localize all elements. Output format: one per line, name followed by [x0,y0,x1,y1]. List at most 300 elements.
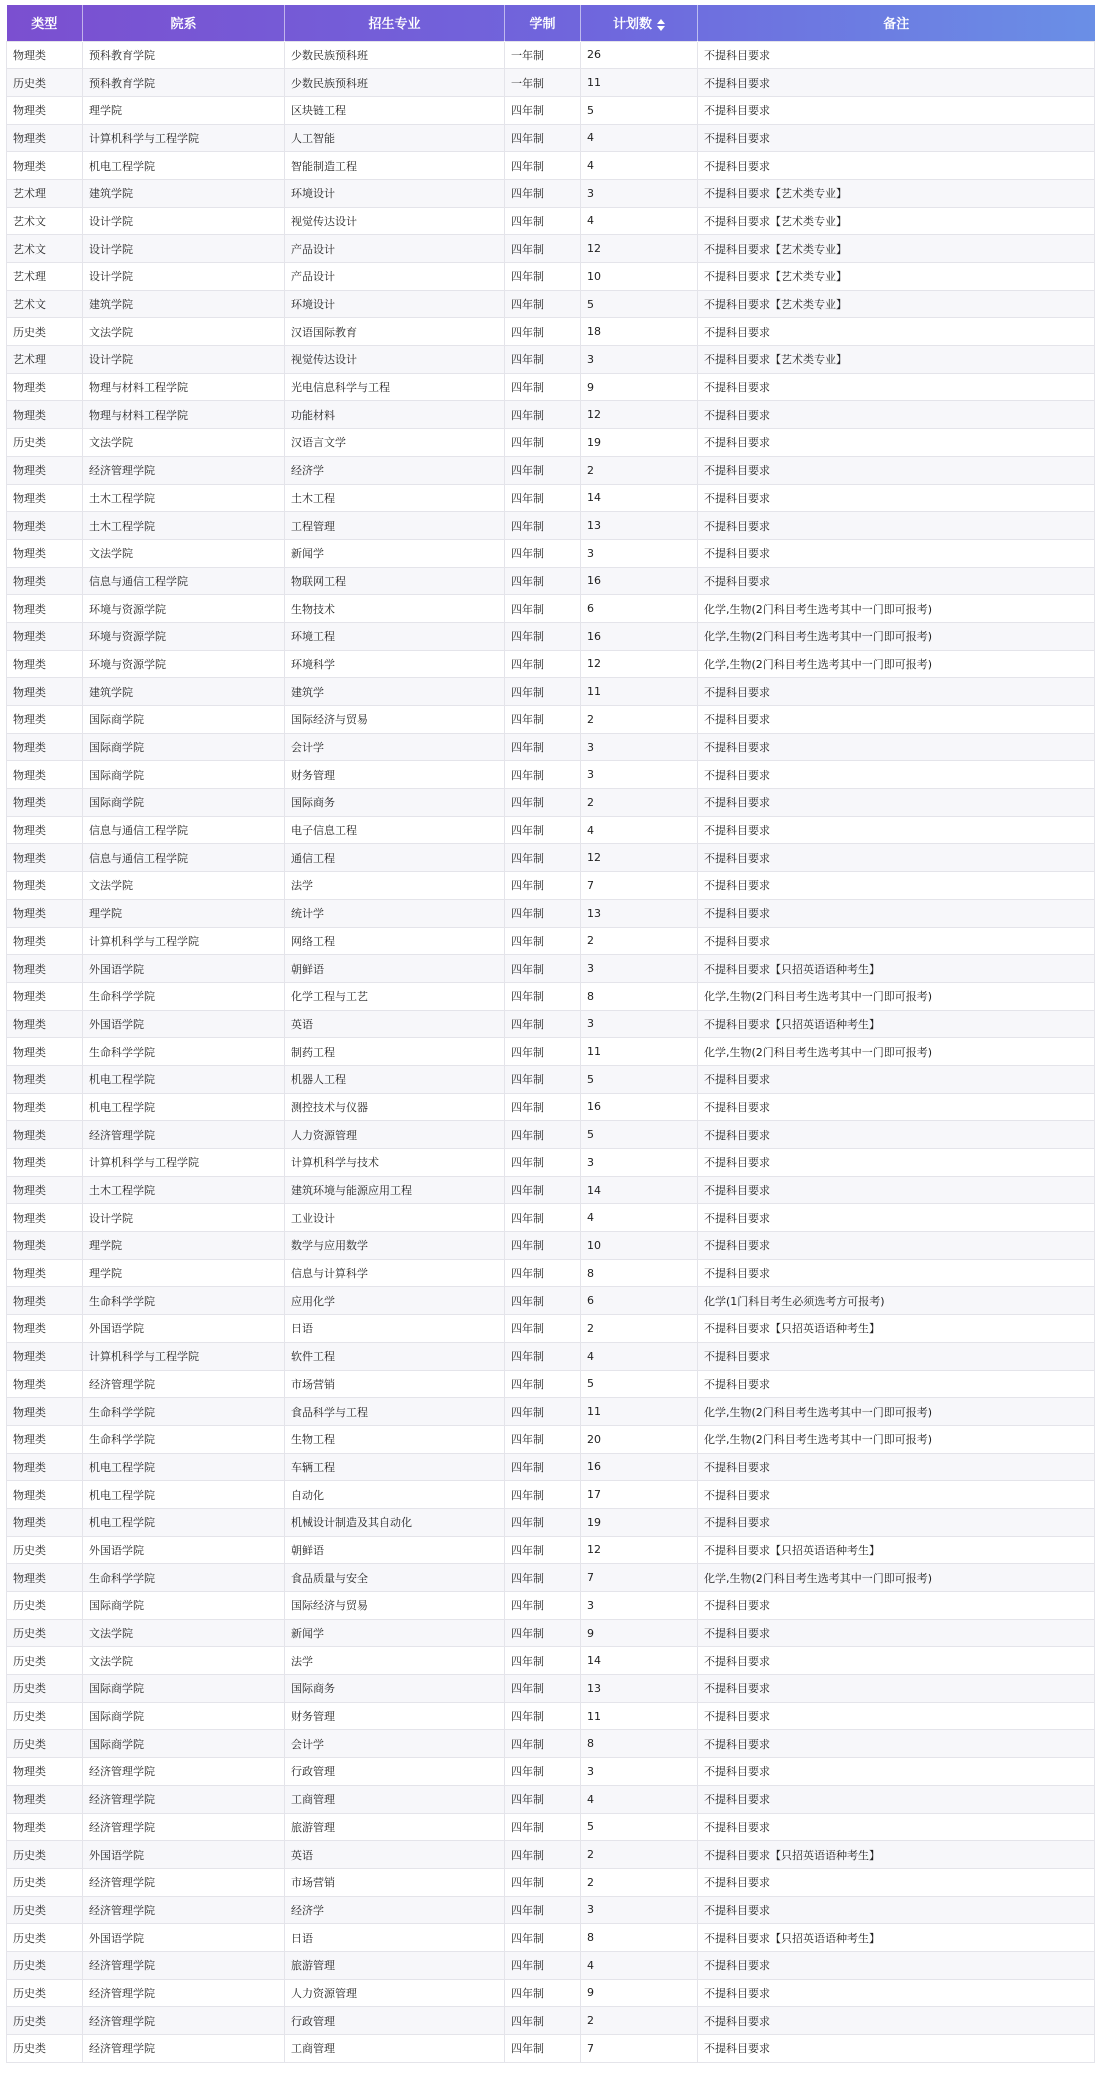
admission-plan-table [6,5,1095,2063]
cell-major: 新闻学 [285,1619,505,1647]
cell-plan-count: 19 [581,429,698,457]
cell-major: 汉语言文学 [285,429,505,457]
cell-type: 物理类 [7,1010,83,1038]
cell-department: 经济管理学院 [83,2035,285,2063]
cell-department: 环境与资源学院 [83,650,285,678]
cell-remarks: 不提科目要求【艺术类专业】 [698,346,1095,374]
header-row [7,5,1095,41]
table-row [7,733,1095,761]
cell-major: 信息与计算科学 [285,1259,505,1287]
cell-major: 工程管理 [285,512,505,540]
cell-plan-count: 4 [581,152,698,180]
table-row [7,2035,1095,2063]
cell-plan-count: 3 [581,179,698,207]
cell-type: 物理类 [7,539,83,567]
table-row [7,1896,1095,1924]
cell-major: 日语 [285,1924,505,1952]
cell-type: 历史类 [7,318,83,346]
cell-duration: 四年制 [505,318,581,346]
cell-major: 财务管理 [285,1702,505,1730]
cell-duration: 四年制 [505,927,581,955]
cell-department: 信息与通信工程学院 [83,844,285,872]
table-row [7,1730,1095,1758]
cell-major: 自动化 [285,1481,505,1509]
cell-major: 工商管理 [285,2035,505,2063]
cell-duration: 四年制 [505,899,581,927]
cell-department: 生命科学学院 [83,1398,285,1426]
cell-department: 土木工程学院 [83,512,285,540]
cell-type: 物理类 [7,1204,83,1232]
cell-plan-count: 3 [581,1149,698,1177]
cell-department: 计算机科学与工程学院 [83,1342,285,1370]
table-row [7,789,1095,817]
cell-major: 应用化学 [285,1287,505,1315]
cell-remarks: 不提科目要求【艺术类专业】 [698,235,1095,263]
cell-type: 历史类 [7,429,83,457]
cell-duration: 四年制 [505,235,581,263]
cell-remarks: 不提科目要求 [698,1149,1095,1177]
cell-remarks: 不提科目要求 [698,733,1095,761]
cell-plan-count: 11 [581,678,698,706]
table-row [7,1176,1095,1204]
cell-major: 网络工程 [285,927,505,955]
cell-type: 历史类 [7,1841,83,1869]
cell-duration: 四年制 [505,290,581,318]
table-row [7,899,1095,927]
cell-major: 经济学 [285,456,505,484]
cell-department: 建筑学院 [83,290,285,318]
cell-department: 经济管理学院 [83,1979,285,2007]
cell-type: 物理类 [7,1453,83,1481]
table-row [7,1259,1095,1287]
cell-major: 工商管理 [285,1785,505,1813]
cell-department: 机电工程学院 [83,1481,285,1509]
cell-major: 行政管理 [285,2007,505,2035]
cell-remarks: 不提科目要求 [698,1675,1095,1703]
cell-type: 物理类 [7,706,83,734]
cell-plan-count: 4 [581,207,698,235]
cell-remarks: 不提科目要求 [698,1592,1095,1620]
cell-type: 物理类 [7,567,83,595]
cell-major: 环境设计 [285,179,505,207]
cell-plan-count: 7 [581,1564,698,1592]
cell-department: 文法学院 [83,539,285,567]
cell-department: 环境与资源学院 [83,595,285,623]
cell-type: 物理类 [7,484,83,512]
cell-duration: 四年制 [505,1425,581,1453]
cell-plan-count: 12 [581,1536,698,1564]
cell-department: 外国语学院 [83,1315,285,1343]
table-row [7,1536,1095,1564]
cell-plan-count: 20 [581,1425,698,1453]
table-row [7,1564,1095,1592]
cell-department: 土木工程学院 [83,1176,285,1204]
cell-major: 软件工程 [285,1342,505,1370]
cell-remarks: 化学,生物(2门科目考生选考其中一门即可报考) [698,982,1095,1010]
cell-type: 物理类 [7,1176,83,1204]
cell-plan-count: 2 [581,2007,698,2035]
cell-plan-count: 2 [581,1868,698,1896]
cell-duration: 四年制 [505,1453,581,1481]
cell-type: 物理类 [7,1813,83,1841]
cell-type: 物理类 [7,1758,83,1786]
cell-remarks: 化学,生物(2门科目考生选考其中一门即可报考) [698,1564,1095,1592]
cell-major: 朝鲜语 [285,1536,505,1564]
cell-duration: 四年制 [505,1592,581,1620]
cell-remarks: 化学,生物(2门科目考生选考其中一门即可报考) [698,595,1095,623]
cell-plan-count: 2 [581,927,698,955]
cell-remarks: 不提科目要求 [698,1176,1095,1204]
cell-remarks: 不提科目要求 [698,1896,1095,1924]
cell-duration: 四年制 [505,456,581,484]
sort-icon[interactable] [657,19,665,31]
cell-major: 生物工程 [285,1425,505,1453]
cell-major: 食品科学与工程 [285,1398,505,1426]
header-department-label: 院系 [170,17,197,33]
cell-remarks: 不提科目要求 [698,1481,1095,1509]
cell-plan-count: 2 [581,1841,698,1869]
table-row [7,595,1095,623]
cell-department: 经济管理学院 [83,456,285,484]
table-row [7,927,1095,955]
table-row [7,1093,1095,1121]
cell-department: 建筑学院 [83,179,285,207]
cell-remarks: 化学,生物(2门科目考生选考其中一门即可报考) [698,1398,1095,1426]
cell-plan-count: 3 [581,539,698,567]
cell-type: 物理类 [7,1481,83,1509]
cell-duration: 四年制 [505,1121,581,1149]
cell-duration: 四年制 [505,789,581,817]
cell-type: 物理类 [7,1315,83,1343]
cell-major: 日语 [285,1315,505,1343]
cell-type: 物理类 [7,1785,83,1813]
table-row [7,2007,1095,2035]
cell-major: 工业设计 [285,1204,505,1232]
cell-major: 国际商务 [285,1675,505,1703]
cell-duration: 四年制 [505,1841,581,1869]
cell-plan-count: 7 [581,872,698,900]
cell-department: 经济管理学院 [83,1785,285,1813]
cell-plan-count: 13 [581,1675,698,1703]
cell-remarks: 不提科目要求 [698,1204,1095,1232]
cell-department: 机电工程学院 [83,1453,285,1481]
table-row [7,484,1095,512]
cell-duration: 四年制 [505,1481,581,1509]
cell-type: 物理类 [7,1232,83,1260]
cell-major: 统计学 [285,899,505,927]
cell-duration: 四年制 [505,1951,581,1979]
table-row [7,401,1095,429]
table-row [7,844,1095,872]
cell-duration: 四年制 [505,1868,581,1896]
table-row [7,1121,1095,1149]
table-row [7,1619,1095,1647]
cell-plan-count: 3 [581,1592,698,1620]
table-row [7,761,1095,789]
cell-major: 朝鲜语 [285,955,505,983]
cell-type: 物理类 [7,512,83,540]
cell-type: 物理类 [7,595,83,623]
cell-remarks: 不提科目要求 [698,484,1095,512]
cell-remarks: 不提科目要求 [698,1232,1095,1260]
cell-duration: 四年制 [505,1398,581,1426]
cell-plan-count: 5 [581,1813,698,1841]
cell-remarks: 不提科目要求 [698,2007,1095,2035]
table-row [7,456,1095,484]
cell-major: 环境工程 [285,622,505,650]
cell-plan-count: 4 [581,124,698,152]
cell-remarks: 不提科目要求【只招英语语种考生】 [698,1010,1095,1038]
cell-major: 国际经济与贸易 [285,706,505,734]
cell-plan-count: 5 [581,1065,698,1093]
cell-remarks: 不提科目要求 [698,1758,1095,1786]
cell-type: 历史类 [7,1702,83,1730]
cell-remarks: 不提科目要求 [698,69,1095,97]
cell-plan-count: 14 [581,1176,698,1204]
cell-type: 物理类 [7,1287,83,1315]
cell-duration: 四年制 [505,1010,581,1038]
table-row [7,207,1095,235]
table-row [7,1010,1095,1038]
cell-remarks: 不提科目要求 [698,373,1095,401]
cell-type: 物理类 [7,733,83,761]
table-row [7,1232,1095,1260]
cell-duration: 四年制 [505,1342,581,1370]
cell-department: 文法学院 [83,872,285,900]
cell-department: 国际商学院 [83,789,285,817]
cell-department: 土木工程学院 [83,484,285,512]
cell-duration: 四年制 [505,1065,581,1093]
cell-type: 艺术理 [7,346,83,374]
cell-type: 物理类 [7,1093,83,1121]
cell-duration: 四年制 [505,1979,581,2007]
cell-duration: 四年制 [505,1204,581,1232]
cell-plan-count: 16 [581,622,698,650]
cell-type: 历史类 [7,1619,83,1647]
cell-duration: 四年制 [505,346,581,374]
cell-duration: 四年制 [505,1785,581,1813]
table-row [7,622,1095,650]
cell-remarks: 不提科目要求 [698,816,1095,844]
cell-type: 历史类 [7,2035,83,2063]
cell-department: 生命科学学院 [83,982,285,1010]
cell-department: 机电工程学院 [83,152,285,180]
table-row [7,1647,1095,1675]
cell-department: 文法学院 [83,1647,285,1675]
cell-type: 物理类 [7,1370,83,1398]
cell-department: 建筑学院 [83,678,285,706]
cell-major: 产品设计 [285,263,505,291]
table-row [7,1149,1095,1177]
cell-major: 会计学 [285,733,505,761]
cell-type: 艺术理 [7,179,83,207]
cell-remarks: 不提科目要求 [698,1065,1095,1093]
cell-type: 历史类 [7,1730,83,1758]
cell-major: 计算机科学与技术 [285,1149,505,1177]
cell-duration: 四年制 [505,1702,581,1730]
table-row [7,1951,1095,1979]
cell-major: 经济学 [285,1896,505,1924]
table-row [7,1508,1095,1536]
cell-type: 艺术文 [7,207,83,235]
cell-remarks: 不提科目要求 [698,872,1095,900]
cell-plan-count: 4 [581,1951,698,1979]
cell-duration: 四年制 [505,678,581,706]
cell-type: 物理类 [7,899,83,927]
cell-duration: 四年制 [505,373,581,401]
cell-type: 历史类 [7,1979,83,2007]
cell-remarks: 不提科目要求 [698,678,1095,706]
cell-department: 外国语学院 [83,1010,285,1038]
cell-department: 信息与通信工程学院 [83,567,285,595]
cell-remarks: 不提科目要求 [698,1785,1095,1813]
cell-remarks: 不提科目要求 [698,1951,1095,1979]
cell-department: 机电工程学院 [83,1508,285,1536]
cell-plan-count: 3 [581,346,698,374]
table-row [7,955,1095,983]
cell-type: 物理类 [7,678,83,706]
cell-remarks: 不提科目要求 [698,152,1095,180]
cell-plan-count: 3 [581,1896,698,1924]
cell-plan-count: 12 [581,235,698,263]
cell-duration: 四年制 [505,512,581,540]
table-row [7,1702,1095,1730]
cell-duration: 四年制 [505,96,581,124]
cell-duration: 四年制 [505,1896,581,1924]
cell-department: 机电工程学院 [83,1065,285,1093]
cell-type: 艺术文 [7,235,83,263]
cell-remarks: 不提科目要求【只招英语语种考生】 [698,1315,1095,1343]
cell-remarks: 不提科目要求 [698,1342,1095,1370]
table-row [7,872,1095,900]
table-row [7,1785,1095,1813]
cell-major: 化学工程与工艺 [285,982,505,1010]
cell-type: 物理类 [7,1149,83,1177]
cell-duration: 四年制 [505,263,581,291]
cell-department: 生命科学学院 [83,1287,285,1315]
cell-department: 环境与资源学院 [83,622,285,650]
cell-plan-count: 11 [581,1398,698,1426]
cell-major: 物联网工程 [285,567,505,595]
cell-plan-count: 5 [581,96,698,124]
table-row [7,346,1095,374]
cell-type: 历史类 [7,1924,83,1952]
header-remarks-label: 备注 [883,17,910,33]
table-row [7,1204,1095,1232]
table-row [7,1398,1095,1426]
cell-type: 物理类 [7,982,83,1010]
cell-duration: 四年制 [505,1730,581,1758]
cell-type: 物理类 [7,124,83,152]
table-row [7,41,1095,69]
cell-major: 旅游管理 [285,1951,505,1979]
cell-duration: 四年制 [505,1259,581,1287]
cell-remarks: 不提科目要求 [698,1647,1095,1675]
table-row [7,1370,1095,1398]
cell-type: 物理类 [7,1121,83,1149]
cell-duration: 四年制 [505,539,581,567]
cell-department: 理学院 [83,96,285,124]
cell-type: 物理类 [7,1038,83,1066]
table-row [7,1425,1095,1453]
cell-type: 物理类 [7,1508,83,1536]
cell-remarks: 不提科目要求【只招英语语种考生】 [698,1841,1095,1869]
table-row [7,816,1095,844]
header-plan-count-label: 计划数 [612,17,652,33]
cell-duration: 四年制 [505,1647,581,1675]
cell-remarks: 化学,生物(2门科目考生选考其中一门即可报考) [698,1425,1095,1453]
cell-type: 历史类 [7,1896,83,1924]
header-plan-count[interactable] [581,5,698,41]
cell-plan-count: 12 [581,650,698,678]
header-type [7,5,83,41]
cell-department: 外国语学院 [83,1841,285,1869]
cell-type: 物理类 [7,96,83,124]
cell-duration: 四年制 [505,1093,581,1121]
cell-department: 外国语学院 [83,955,285,983]
table-row [7,124,1095,152]
cell-remarks: 化学,生物(2门科目考生选考其中一门即可报考) [698,650,1095,678]
header-major [285,5,505,41]
cell-remarks: 不提科目要求 [698,1730,1095,1758]
cell-plan-count: 10 [581,263,698,291]
cell-department: 设计学院 [83,1204,285,1232]
cell-remarks: 不提科目要求 [698,1121,1095,1149]
table-row [7,263,1095,291]
cell-major: 环境科学 [285,650,505,678]
table-row [7,96,1095,124]
table-row [7,1592,1095,1620]
cell-department: 经济管理学院 [83,1896,285,1924]
cell-major: 土木工程 [285,484,505,512]
cell-plan-count: 3 [581,1758,698,1786]
table-row [7,1924,1095,1952]
cell-remarks: 不提科目要求 [698,96,1095,124]
header-department [83,5,285,41]
table-row [7,318,1095,346]
cell-major: 法学 [285,872,505,900]
table-row [7,512,1095,540]
cell-plan-count: 2 [581,706,698,734]
cell-major: 光电信息科学与工程 [285,373,505,401]
table-row [7,982,1095,1010]
cell-remarks: 不提科目要求【艺术类专业】 [698,207,1095,235]
cell-department: 国际商学院 [83,1730,285,1758]
cell-type: 物理类 [7,816,83,844]
cell-major: 国际商务 [285,789,505,817]
cell-department: 预科教育学院 [83,41,285,69]
cell-type: 物理类 [7,401,83,429]
cell-type: 历史类 [7,1536,83,1564]
cell-major: 食品质量与安全 [285,1564,505,1592]
cell-plan-count: 4 [581,1342,698,1370]
cell-type: 物理类 [7,152,83,180]
cell-department: 生命科学学院 [83,1425,285,1453]
cell-duration: 四年制 [505,982,581,1010]
cell-department: 国际商学院 [83,706,285,734]
cell-department: 经济管理学院 [83,1951,285,1979]
cell-type: 历史类 [7,1951,83,1979]
cell-remarks: 不提科目要求 [698,429,1095,457]
cell-duration: 四年制 [505,706,581,734]
table-row [7,1675,1095,1703]
cell-remarks: 不提科目要求 [698,1813,1095,1841]
cell-type: 历史类 [7,69,83,97]
cell-major: 法学 [285,1647,505,1675]
cell-remarks: 不提科目要求 [698,456,1095,484]
cell-remarks: 不提科目要求【艺术类专业】 [698,263,1095,291]
cell-department: 外国语学院 [83,1536,285,1564]
